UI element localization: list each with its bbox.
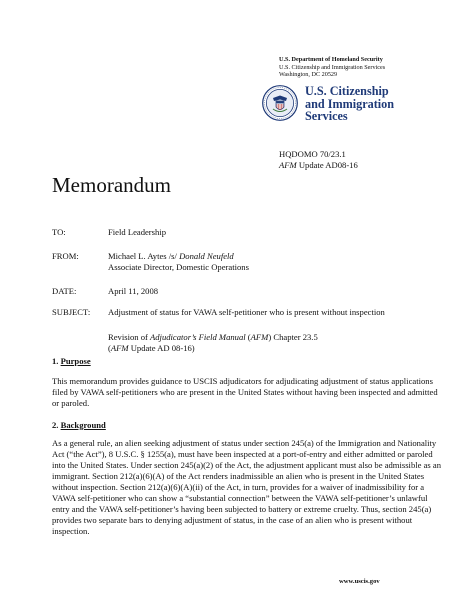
revision2-paren: (: [108, 343, 111, 353]
revision-chapter: ) Chapter 23.5: [268, 332, 318, 342]
revision-note: [108, 332, 318, 354]
to-value: Field Leadership: [108, 227, 166, 237]
date-label: DATE:: [52, 286, 77, 296]
section-background-number: 2.: [52, 420, 61, 430]
subject-value: Adjustment of status for VAWA self-petitioner who is present without inspection: [108, 307, 385, 317]
section-background-heading: [52, 420, 106, 430]
revision-afm: AFM: [250, 332, 269, 342]
agency-department: U.S. Department of Homeland Security: [279, 56, 383, 63]
date-value: April 11, 2008: [108, 286, 159, 296]
from-value: [108, 251, 249, 273]
revision-manual-title: Adjudicator’s Field Manual: [150, 332, 246, 342]
wordmark-line-3: Services: [305, 109, 348, 124]
from-label: FROM:: [52, 251, 79, 261]
revision2-afm: AFM: [110, 343, 129, 353]
from-title: Associate Director, Domestic Operations: [108, 262, 249, 272]
revision-line-1: [108, 332, 318, 343]
from-line: [108, 251, 249, 262]
from-signed-by: Donald Neufeld: [179, 251, 234, 261]
section-purpose-number: 1.: [52, 356, 61, 366]
section-background-title: Background: [60, 420, 106, 430]
page-title: Memorandum: [52, 173, 171, 197]
revision-line-2: [108, 343, 318, 354]
purpose-paragraph: This memorandum provides guidance to USCIS adjudicators for adjudicating adjustment of status applications filed by VAWA self-petitioners who are present in the United States without having been inspected and admitted or paroled.: [52, 376, 438, 408]
agency-subagency: U.S. Citizenship and Immigration Services: [279, 63, 386, 71]
uscis-wordmark: [305, 85, 394, 123]
agency-header: [279, 56, 385, 79]
agency-address: Washington, DC 20529: [279, 71, 338, 79]
revision-prefix: Revision of: [108, 332, 151, 342]
document-codes: [279, 149, 358, 171]
wordmark-line-1: U.S. Citizenship: [305, 84, 389, 98]
afm-update-code: [279, 160, 358, 171]
hq-code: HQDOMO 70/23.1: [279, 149, 346, 159]
dhs-seal-icon: [262, 85, 298, 121]
background-paragraph: As a general rule, an alien seeking adjustment of status under section 245(a) of the Immigration and Nationality Act (“the Act”), 8 U.S.C. § 1255(a), must have been inspected at a port-of-entry and either admitted or paroled into the United States. Under section 245(a)(2) of the Act, the adjustment applicant must also be admissible as an immigrant. Section 212(a)(6)(A) of the Act renders inadmissible an alien who is present in the United States without inspection. Section 212(a)(6)(A)(ii) of the Act, in turn, provides for a waiver of inadmissibility for a VAWA self-petitioner who can show a “substantial connection” between the VAWA self-petitioner’s unlawful entry and the VAWA self-petitioner’s having been subjected to battery or extreme cruelty. Thus, section 245(a) provides two separate bars to denying adjustment of status, in the case of an alien who is present without inspection.: [52, 438, 442, 536]
revision2-rest: Update AD 08-16): [128, 343, 195, 353]
afm-update-text: Update AD08-16: [296, 160, 358, 170]
subject-label: SUBJECT:: [52, 307, 91, 317]
section-purpose-heading: [52, 356, 91, 366]
to-label: TO:: [52, 227, 66, 237]
wordmark-line-2: and Immigration: [305, 96, 395, 111]
section-purpose-title: Purpose: [60, 356, 91, 366]
revision-paren: (: [245, 332, 251, 342]
afm-abbrev: AFM: [279, 160, 297, 170]
from-name: Michael L. Aytes /s/: [108, 251, 180, 261]
footer-url: www.uscis.gov: [339, 578, 380, 585]
